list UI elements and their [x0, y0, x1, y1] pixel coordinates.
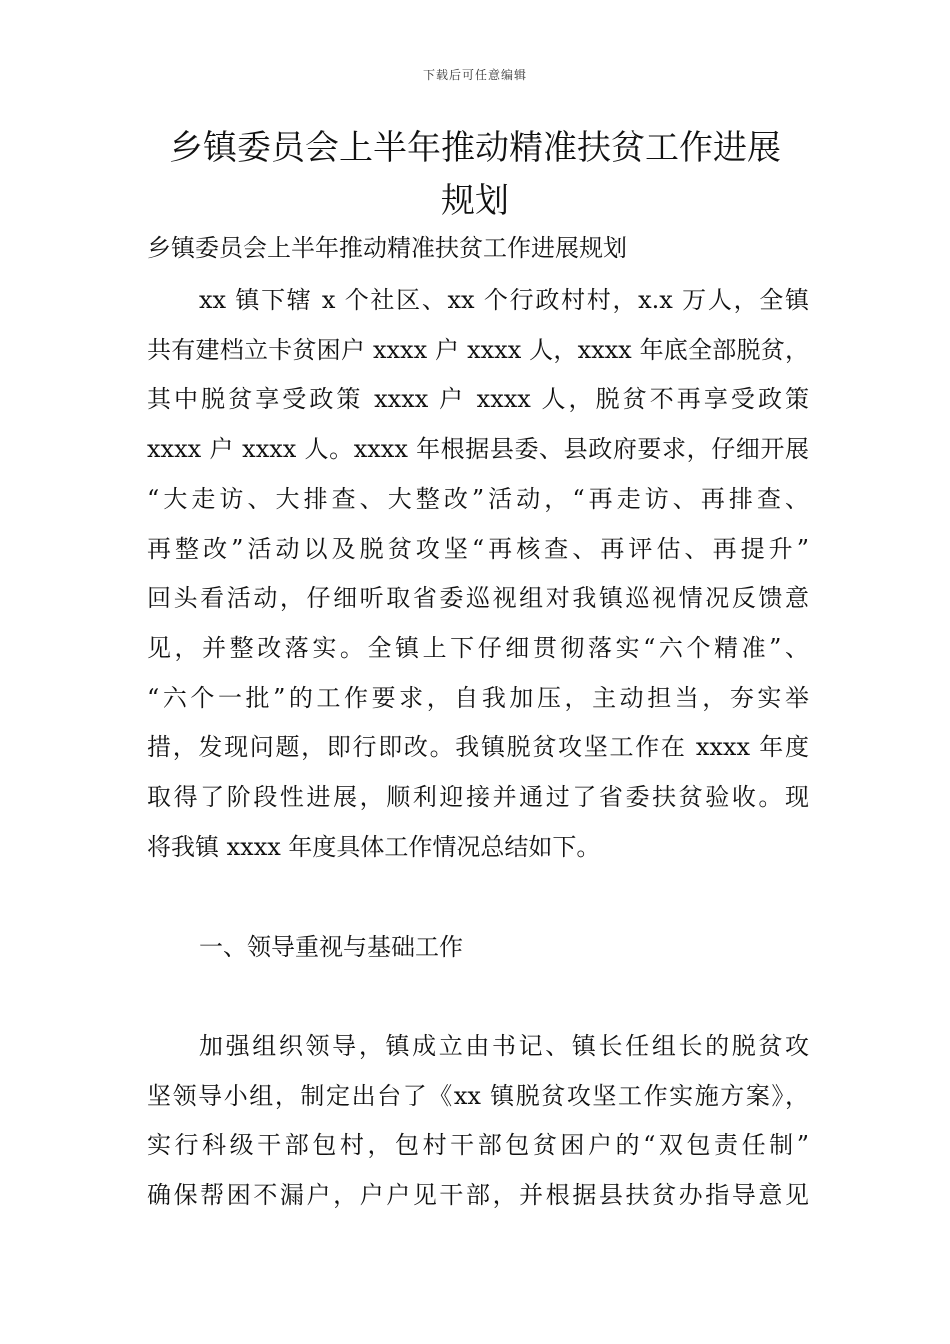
paragraph-line: “六个一批”的工作要求，自我加压，主动担当，夯实举 [147, 683, 809, 712]
paragraph-line: 其中脱贫享受政策 xxxx 户 xxxx 人，脱贫不再享受政策 [147, 385, 809, 414]
paragraph-2 [147, 1022, 809, 1221]
section-heading-text: 一、领导重视与基础工作 [199, 933, 463, 961]
paragraph-line: 见，并整改落实。全镇上下仔细贯彻落实“六个精准”、 [147, 633, 809, 662]
paragraph-1 [147, 276, 809, 872]
section-heading-1 [147, 923, 809, 973]
paragraph-line: “大走访、大排查、大整改”活动，“再走访、再排查、 [147, 484, 809, 513]
paragraph-line: 实行科级干部包村，包村干部包贫困户的“双包责任制” [147, 1131, 809, 1160]
title-line-2: 规划 [441, 181, 509, 221]
header-note: 下载后可任意编辑 [422, 68, 527, 82]
paragraph-line: 将我镇 xxxx 年度具体工作情况总结如下。 [147, 832, 601, 861]
paragraph-line: 取得了阶段性进展，顺利迎接并通过了省委扶贫验收。现 [147, 783, 809, 812]
paragraph-line: 共有建档立卡贫困户 xxxx 户 xxxx 人，xxxx 年底全部脱贫， [147, 335, 809, 364]
paragraph-line: 措，发现问题，即行即改。我镇脱贫攻坚工作在 xxxx 年度 [147, 733, 809, 762]
paragraph-line: xx 镇下辖 x 个社区、xx 个行政村村，x.x 万人，全镇 [199, 286, 809, 314]
paragraph-line: 确保帮困不漏户，户户见干部，并根据县扶贫办指导意见 [147, 1181, 809, 1210]
paragraph-line: 加强组织领导，镇成立由书记、镇长任组长的脱贫攻 [199, 1032, 809, 1060]
paragraph-line: 坚领导小组，制定出台了《xx 镇脱贫攻坚工作实施方案》， [147, 1081, 809, 1110]
paragraph-line: 回头看活动，仔细听取省委巡视组对我镇巡视情况反馈意 [147, 584, 809, 613]
paragraph-line: xxxx 户 xxxx 人。xxxx 年根据县委、县政府要求，仔细开展 [147, 435, 809, 464]
document-title [120, 122, 830, 228]
document-subtitle: 乡镇委员会上半年推动精准扶贫工作进展规划 [147, 234, 627, 262]
paragraph-line: 再整改”活动以及脱贫攻坚“再核查、再评估、再提升” [147, 534, 809, 563]
title-line-1: 乡镇委员会上半年推动精准扶贫工作进展 [169, 128, 781, 168]
